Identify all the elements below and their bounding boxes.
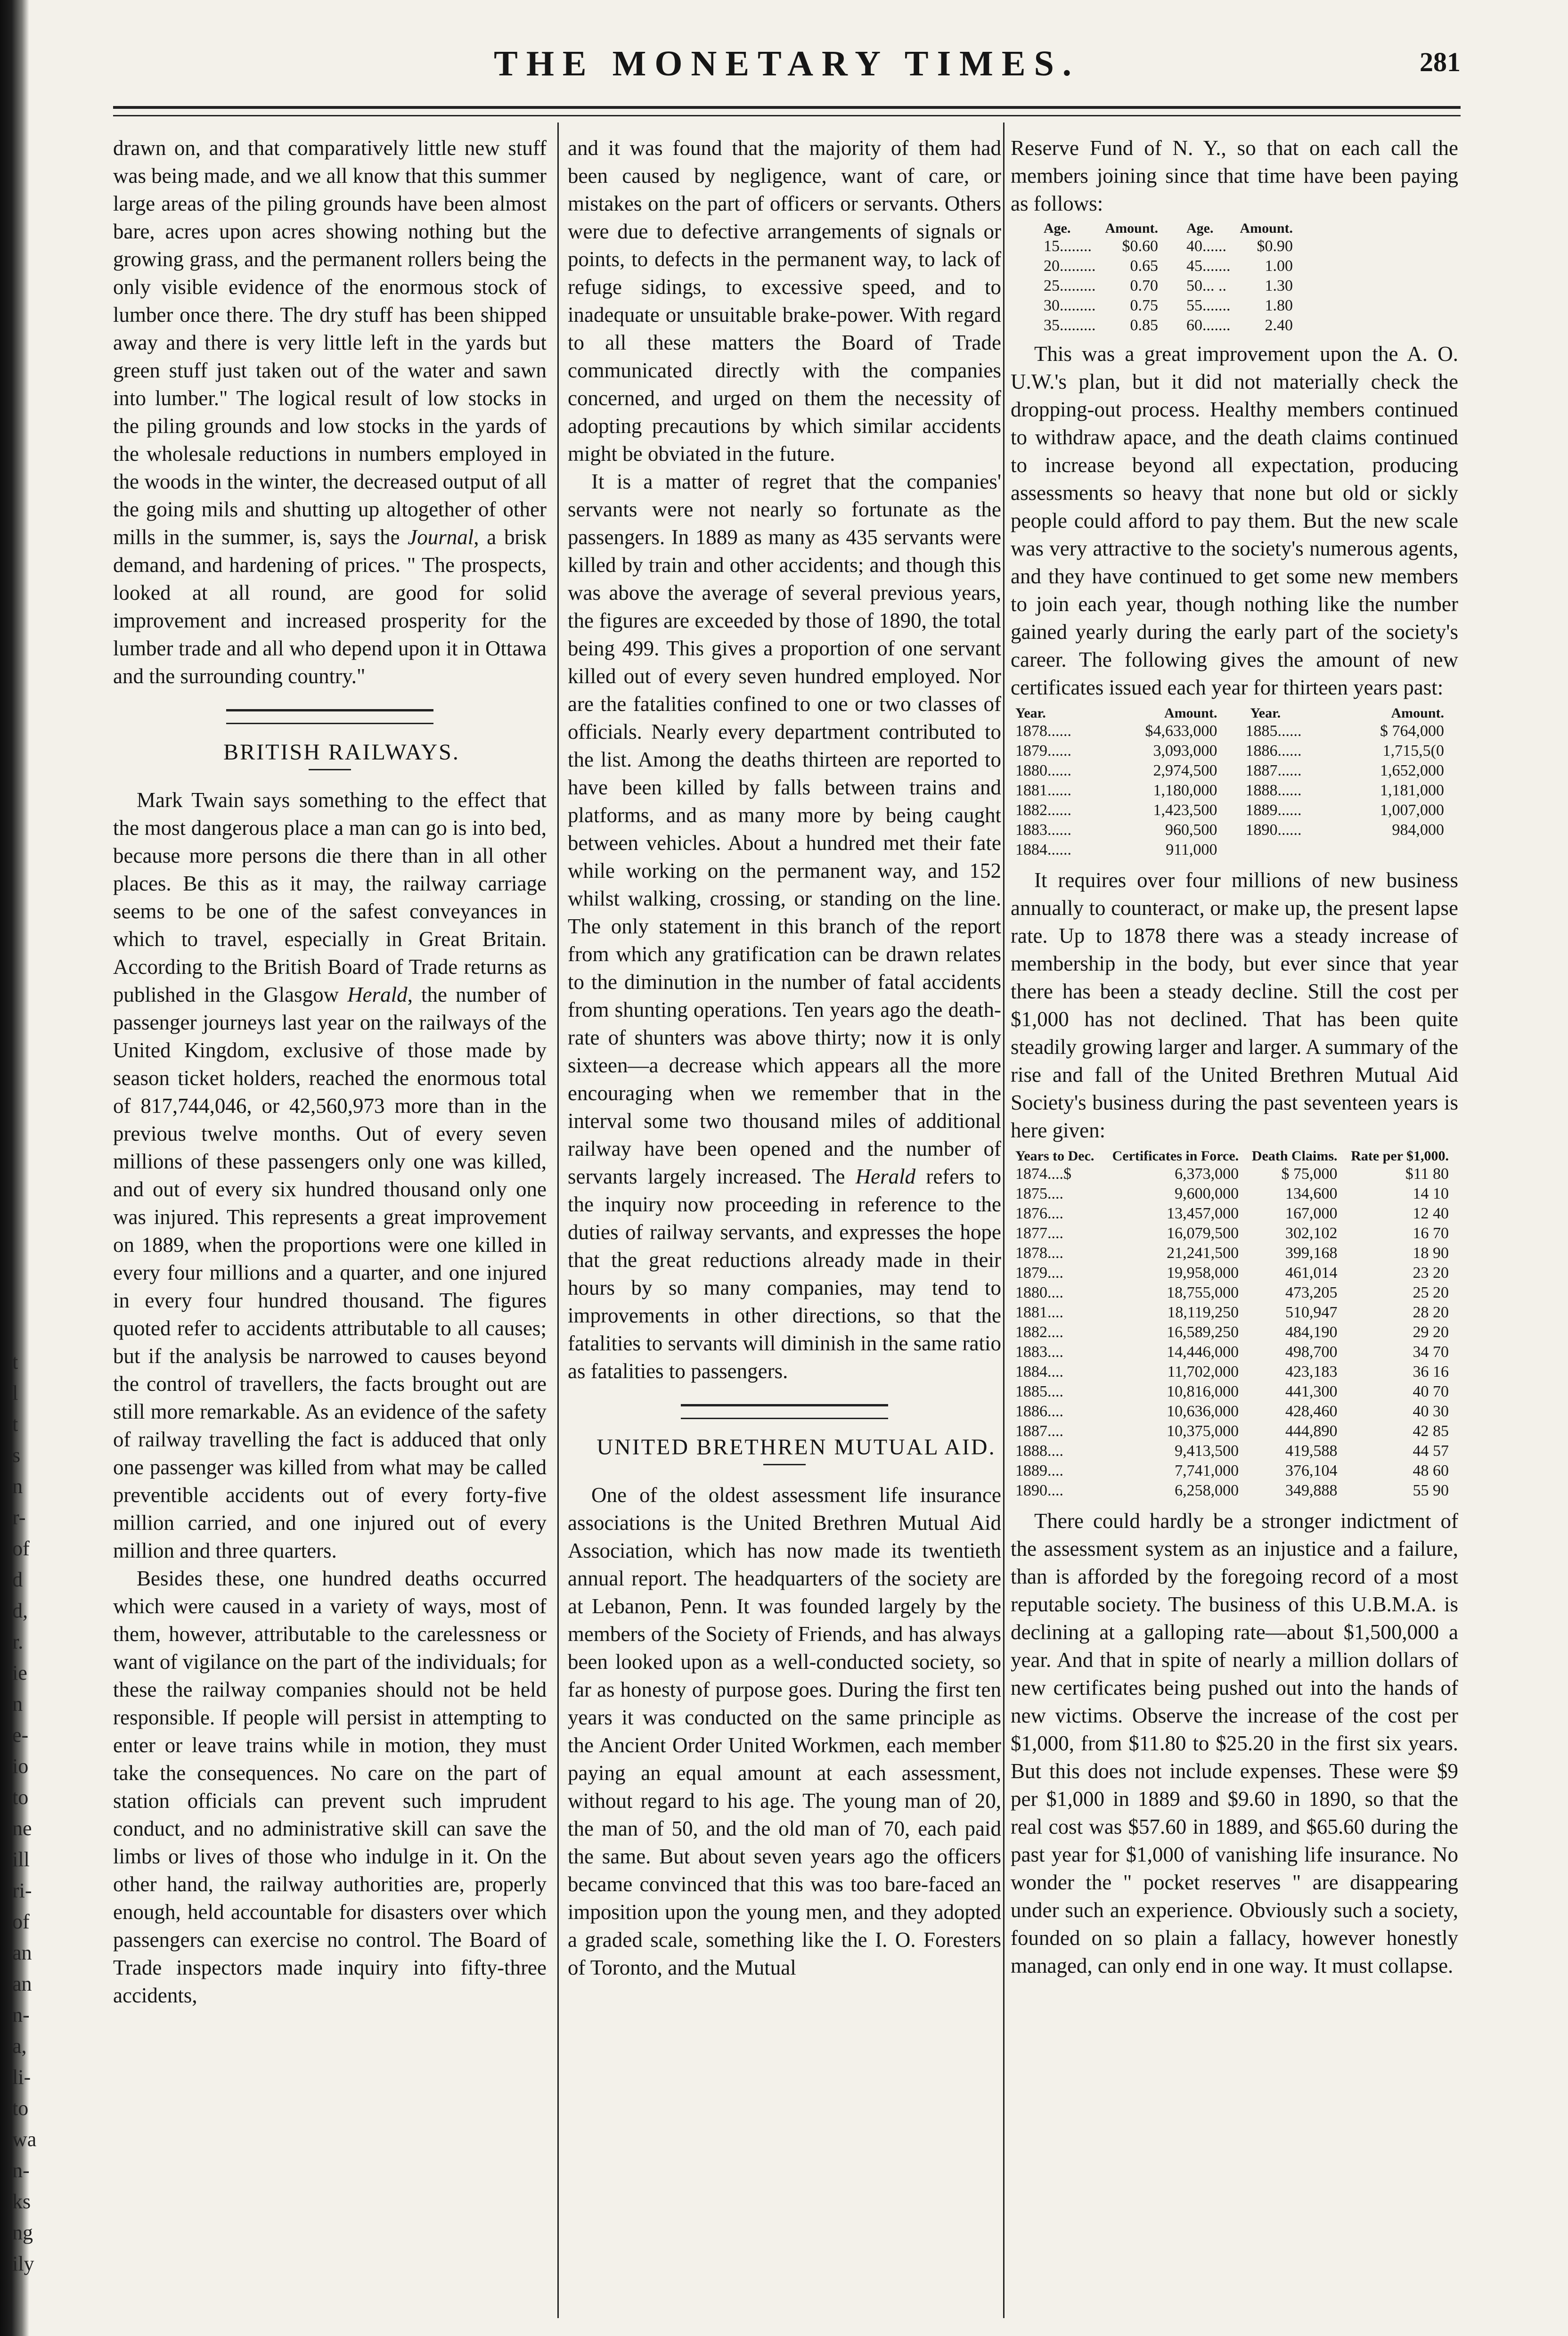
table-cell: 1880.... <box>1015 1284 1063 1301</box>
table-row <box>1011 1323 1454 1342</box>
table-cell: 1879...... <box>1015 742 1071 760</box>
edge-fragment: t <box>12 1350 18 1373</box>
table-cell: 1,652,000 <box>1380 762 1444 779</box>
table-cell: 1885...... <box>1245 722 1302 740</box>
table-cell: 0.75 <box>1130 297 1159 314</box>
table-cell: 11,702,000 <box>1167 1363 1239 1380</box>
table-cell: 167,000 <box>1285 1205 1338 1222</box>
edge-fragment: ks <box>12 2190 31 2213</box>
table-cell: 1882...... <box>1015 801 1071 819</box>
table-row <box>1039 296 1298 316</box>
table-header: Age. <box>1186 221 1214 236</box>
table-cell: 461,014 <box>1285 1264 1338 1282</box>
column-divider <box>1003 123 1004 2318</box>
table-cell: 18 90 <box>1413 1244 1449 1262</box>
table-cell: 1874....$ <box>1015 1165 1071 1183</box>
table-cell: 1878.... <box>1015 1244 1063 1262</box>
edge-fragment: of <box>12 1537 30 1560</box>
column-3 <box>1011 134 1458 2311</box>
table-row <box>1011 1481 1454 1501</box>
table-header: Year. <box>1015 705 1046 721</box>
table-cell: 1888...... <box>1245 782 1302 799</box>
section-separator <box>226 709 433 724</box>
table-cell: 444,890 <box>1285 1422 1338 1440</box>
edge-fragment: n- <box>12 2003 30 2026</box>
table-cell: 498,700 <box>1285 1343 1338 1361</box>
table-cell: 376,104 <box>1285 1462 1338 1479</box>
table-cell: 55 90 <box>1413 1482 1449 1499</box>
title-dash <box>309 769 351 770</box>
united-brethren-paragraph-5: There could hardly be a stronger indictment of the assessment system as an injustice and a failure, than is afforded by the foregoing record of a most reputable society. The business of this U.B.M.A. is declining at a galloping rate—about $1,500,000 a year. And that in spite of nearly a million dollars of new certificates being pushed out into the hands of new victims. Observe the increase of the cost per $1,000, from $11.80 to $25.20 in the first six years. But this does not include expenses. These were $9 per $1,000 in 1889 and $9.60 in 1890, so that the real cost was $57.60 in 1889, and $65.60 during the past year for $1,000 of vanishing life insurance. No wonder the " pocket reserves " are disappearing under such an experience. Obviously such a society, founded on so plain a fallacy, however honestly managed, can only end in one way. It must collapse. <box>1011 1509 1458 1977</box>
table-cell: 1,423,500 <box>1153 801 1217 819</box>
table-cell: 1882.... <box>1015 1323 1063 1341</box>
edge-fragment: ily <box>12 2252 34 2275</box>
table-cell: 0.85 <box>1130 317 1159 334</box>
table-cell: 2,974,500 <box>1153 762 1217 779</box>
table-cell: 1,007,000 <box>1380 801 1444 819</box>
table-cell: 1,180,000 <box>1153 782 1217 799</box>
table-cell: 302,102 <box>1285 1225 1338 1242</box>
table-cell: 1883...... <box>1015 821 1071 839</box>
table-cell: 349,888 <box>1285 1482 1338 1499</box>
table-cell: 1885.... <box>1015 1383 1063 1400</box>
edge-fragment: ng <box>12 2221 33 2244</box>
table-cell: $0.90 <box>1257 237 1293 255</box>
table-cell: 23 20 <box>1413 1264 1449 1282</box>
edge-fragment: r. <box>12 1630 24 1653</box>
table-cell: 40...... <box>1186 237 1227 255</box>
table-cell: 6,373,000 <box>1175 1165 1239 1183</box>
united-brethren-paragraph-2: Reserve Fund of N. Y., so that on each call the members joining since that time have been paying as follows: <box>1011 136 1458 215</box>
edge-fragment: ne <box>12 1817 32 1840</box>
edge-fragment: t <box>12 1413 18 1436</box>
table-cell: 1.00 <box>1265 257 1293 275</box>
table-header: Death Claims. <box>1251 1148 1338 1164</box>
table-row <box>1011 721 1449 741</box>
table-cell: 42 85 <box>1413 1422 1449 1440</box>
edge-fragment: of <box>12 1910 30 1933</box>
table-cell: 40 70 <box>1413 1383 1449 1400</box>
table-header: Year. <box>1250 705 1281 721</box>
table-cell: 40 30 <box>1413 1403 1449 1420</box>
title-dash <box>763 1464 806 1465</box>
table-cell: 34 70 <box>1413 1343 1449 1361</box>
edge-fragment: n- <box>12 2159 30 2182</box>
table-row <box>1011 800 1449 820</box>
table-cell: 10,816,000 <box>1167 1383 1239 1400</box>
table-cell: 134,600 <box>1285 1185 1338 1202</box>
table-cell: 28 20 <box>1413 1304 1449 1321</box>
table-cell <box>1222 840 1343 860</box>
table-row <box>1011 1402 1454 1421</box>
table-cell: 3,093,000 <box>1153 742 1217 760</box>
table-cell: 15........ <box>1044 237 1092 255</box>
header-rule-thin <box>113 115 1461 116</box>
table-row <box>1011 1441 1454 1461</box>
table-cell: 19,958,000 <box>1167 1264 1239 1282</box>
table-cell: 18,755,000 <box>1167 1284 1239 1301</box>
table-header: Age. <box>1044 221 1071 236</box>
edge-fragment: an <box>12 1972 32 1995</box>
business-summary-table <box>1011 1148 1454 1501</box>
edge-fragment: to <box>12 1786 29 1809</box>
table-row <box>1039 256 1298 276</box>
table-row <box>1011 1283 1454 1303</box>
edge-fragment: r- <box>12 1506 26 1529</box>
table-cell: 14,446,000 <box>1167 1343 1239 1361</box>
column-1 <box>113 134 547 2311</box>
table-cell: 45....... <box>1186 257 1231 275</box>
table-row <box>1011 1204 1454 1224</box>
united-brethren-paragraph-3: This was a great improvement upon the A. O. U.W.'s plan, but it did not materially check the dropping-out process. Healthy members continued to withdraw apace, and the death claims continued to increase beyond all expectation, producing assessments so heavy that none but old or sickly people could afford to pay them. But the new scale was very attractive to the society's numerous agents, and they have continued to get some new members to join each year, though nothing like the number gained yearly during the early part of the society's career. The following gives the amount of new certificates issued each year for thirteen years past: <box>1011 342 1458 699</box>
table-cell: 1888.... <box>1015 1442 1063 1460</box>
edge-fragment: an <box>12 1941 32 1964</box>
table-header-row <box>1011 705 1449 721</box>
table-cell: 12 40 <box>1413 1205 1449 1222</box>
table-cell: 1878...... <box>1015 722 1071 740</box>
table-cell: 960,500 <box>1165 821 1217 839</box>
table-cell: 1887...... <box>1245 762 1302 779</box>
table-cell: 1889.... <box>1015 1462 1063 1479</box>
table-cell: 1881.... <box>1015 1304 1063 1321</box>
new-certificates-table <box>1011 705 1449 860</box>
table-row <box>1011 1362 1454 1382</box>
table-header-row <box>1039 221 1298 237</box>
table-header: Amount. <box>1391 705 1444 721</box>
table-cell: 16 70 <box>1413 1225 1449 1242</box>
edge-fragment: a, <box>12 2034 27 2058</box>
railways-paragraph-2: Besides these, one hundred deaths occurred which were caused in a variety of ways, most of them, however, attributable to the carelessness or want of vigilance on the part of the individuals; for these the railway companies should not be held responsible. If people will persist in attempting to enter or leave trains while in motion, they must take the consequences. No care on the part of station officials can prevent such imprudent conduct, and no administrative skill can save the limbs or lives of those who indulge in it. On the other hand, the railway authorities are, properly enough, held accountable for disasters over which passengers can exercise no control. The Board of Trade inspectors made inquiry into fifty-three accidents, <box>113 1567 547 2007</box>
edge-fragment: li- <box>12 2066 31 2089</box>
table-cell: 1883.... <box>1015 1343 1063 1361</box>
table-row <box>1011 820 1449 840</box>
table-cell: 25 20 <box>1413 1284 1449 1301</box>
table-cell: 1886...... <box>1245 742 1302 760</box>
journal-word: Journal <box>408 525 474 549</box>
table-cell: 0.65 <box>1130 257 1159 275</box>
table-header: Rate per $1,000. <box>1351 1148 1449 1164</box>
edge-fragment: to <box>12 2097 29 2120</box>
column-2 <box>568 134 1001 2311</box>
table-cell: 60....... <box>1186 317 1231 334</box>
table-cell: 419,588 <box>1285 1442 1338 1460</box>
table-cell: 18,119,250 <box>1167 1304 1239 1321</box>
table-header: Amount. <box>1240 221 1293 236</box>
table-cell: 10,375,000 <box>1167 1422 1239 1440</box>
table-cell: 1.80 <box>1265 297 1293 314</box>
table-cell: 473,205 <box>1285 1284 1338 1301</box>
table-row <box>1011 1164 1454 1184</box>
railways-paragraph-1: Mark Twain says something to the effect that the most dangerous place a man can go is into bed, because more persons die there than in all other places. Be this as it may, the railway carriage seems to be one of the safest conveyances in which to travel, especially in Great Britain. According to the British Board of Trade returns as published in the Glasgow Herald, the number of passenger journeys last year on the railways of the United Kingdom, exclusive of those made by season ticket holders, reached the enormous total of 817,744,046, or 42,560,973 more than in the previous twelve months. Out of every seven millions of these passengers only one was killed, and out of every six hundred thousand only one was injured. This represents a great improvement on 1889, when the proportions were one killed in every four millions and a quarter, and one injured in every four hundred thousand. The figures quoted refer to accidents attributable to all causes; but if the analysis be narrowed to causes beyond the control of travellers, the facts brought out are still more remarkable. As an evidence of the safety of railway travelling the fact is adduced that only one passenger was killed from what may be called preventible accidents out of every forty-five million carried, and one injured out of every million and three quarters. <box>113 788 547 1562</box>
table-cell: 1881...... <box>1015 782 1071 799</box>
edge-fragment: l <box>12 1381 18 1405</box>
table-cell: 30......... <box>1044 297 1096 314</box>
column-divider <box>557 123 559 2318</box>
table-row <box>1039 237 1298 256</box>
herald-word: Herald <box>855 1165 916 1188</box>
table-cell: 1879.... <box>1015 1264 1063 1282</box>
table-cell: 13,457,000 <box>1167 1205 1239 1222</box>
table-cell: 1.30 <box>1265 277 1293 294</box>
table-cell: 441,300 <box>1285 1383 1338 1400</box>
table-cell: 1875.... <box>1015 1185 1063 1202</box>
edge-fragment: io <box>12 1755 29 1778</box>
section-title-united-brethren: UNITED BRETHREN MUTUAL AID. <box>596 1435 996 1460</box>
table-cell: 21,241,500 <box>1167 1244 1239 1262</box>
table-cell: 399,168 <box>1285 1244 1338 1262</box>
table-cell: 484,190 <box>1285 1323 1338 1341</box>
table-cell: 1884...... <box>1015 841 1071 858</box>
table-cell: 423,183 <box>1285 1363 1338 1380</box>
table-row <box>1011 1382 1454 1402</box>
table-cell: 36 16 <box>1413 1363 1449 1380</box>
table-cell: 16,589,250 <box>1167 1323 1239 1341</box>
table-cell: 48 60 <box>1413 1462 1449 1479</box>
table-cell: 44 57 <box>1413 1442 1449 1460</box>
table-cell: 1887.... <box>1015 1422 1063 1440</box>
table-row <box>1011 1421 1454 1441</box>
table-cell: 1877.... <box>1015 1225 1063 1242</box>
table-cell: 510,947 <box>1285 1304 1338 1321</box>
table-row <box>1011 1224 1454 1243</box>
table-cell: 20......... <box>1044 257 1096 275</box>
table-cell: 428,460 <box>1285 1403 1338 1420</box>
edge-fragment: wa <box>12 2128 37 2151</box>
table-cell: 10,636,000 <box>1167 1403 1239 1420</box>
table-cell: 2.40 <box>1265 317 1293 334</box>
lumber-paragraph: drawn on, and that comparatively little new stuff was being made, and we all know that this summer large areas of the piling grounds have been almost bare, acres upon acres showing nothing but the growing grass, and the permanent rollers being the only visible evidence of the enormous stock of lumber once there. The dry stuff has been shipped away and there is very little left in the yards but green stuff just taken out of the water and sawn into lumber." The logical result of low stocks in the piling grounds and low stocks in the yards of the wholesale reductions in numbers employed in the woods in the winter, the decreased output of all the going mils and shutting up altogether of other mills in the summer, is, says the Journal, a brisk demand, and hardening of prices. " The prospects, looked at all round, are good for solid improvement and increased prosperity for the lumber trade and all who depend upon it in Ottawa and the surrounding country." <box>113 136 547 688</box>
table-row <box>1011 840 1449 860</box>
edge-fragment: d, <box>12 1599 28 1622</box>
edge-fragment: n <box>12 1692 23 1715</box>
table-cell: 55....... <box>1186 297 1231 314</box>
table-row <box>1011 761 1449 781</box>
table-cell: 35......... <box>1044 317 1096 334</box>
table-cell: 1884.... <box>1015 1363 1063 1380</box>
railways-paragraph-3: and it was found that the majority of them had been caused by negligence, want of care, or mistakes on the part of officers or servants. Others were due to defective arrangements of signals or points, to defects in the permanent way, to lack of refuge sidings, to excessive speed, and to inadequate or unsuitable brake-power. With regard to all these matters the Board of Trade communicated directly with the companies concerned, and urged on them the necessity of adopting precautions by which similar accidents might be obviated in the future. <box>568 136 1001 466</box>
table-header: Amount. <box>1164 705 1217 721</box>
united-brethren-paragraph-1: One of the oldest assessment life insurance associations is the United Brethren Mutual Aid Association, which has now made its twentieth annual report. The headquarters of the society are at Lebanon, Penn. It was founded largely by the members of the Society of Friends, and has always been looked upon as a well-conducted society, so far as honesty of purpose goes. During the first ten years it was conducted on the same principle as the Ancient Order United Workmen, each member paying an equal amount at each assessment, without regard to his age. The young man of 20, the man of 50, and the old man of 70, each paid the same. But about seven years ago the officers became convinced that this was too bare-faced an imposition upon the young men, and they adopted a graded scale, something like the I. O. Foresters of Toronto, and the Mutual <box>568 1483 1001 1979</box>
table-cell: 1876.... <box>1015 1205 1063 1222</box>
edge-fragment: s <box>12 1444 21 1467</box>
table-header: Amount. <box>1105 221 1159 236</box>
table-header: Certificates in Force. <box>1112 1148 1239 1164</box>
table-row <box>1011 1263 1454 1283</box>
age-assessment-table <box>1039 221 1298 335</box>
table-cell: 1,181,000 <box>1380 782 1444 799</box>
table-row <box>1011 781 1449 800</box>
table-row <box>1011 1461 1454 1481</box>
table-cell: 0.70 <box>1130 277 1159 294</box>
edge-fragment: e- <box>12 1723 29 1747</box>
table-row <box>1011 1243 1454 1263</box>
table-cell: 25......... <box>1044 277 1096 294</box>
herald-word: Herald <box>347 983 408 1006</box>
table-cell: 1,715,5(0 <box>1382 742 1444 760</box>
table-cell: 984,000 <box>1392 821 1444 839</box>
table-cell: 9,600,000 <box>1175 1185 1239 1202</box>
table-cell: 14 10 <box>1413 1185 1449 1202</box>
table-row <box>1039 276 1298 296</box>
page-number: 281 <box>1420 47 1461 77</box>
table-row <box>1011 1342 1454 1362</box>
section-separator <box>681 1404 888 1419</box>
table-cell: 911,000 <box>1166 841 1217 858</box>
table-row <box>1011 741 1449 761</box>
section-title-british-railways: BRITISH RAILWAYS. <box>223 740 460 765</box>
table-cell: 50... .. <box>1186 277 1227 294</box>
table-cell: 1890.... <box>1015 1482 1063 1499</box>
masthead <box>113 43 1461 95</box>
table-row <box>1039 316 1298 335</box>
edge-fragment: d <box>12 1568 23 1591</box>
table-header: Years to Dec. <box>1015 1148 1094 1164</box>
united-brethren-paragraph-4: It requires over four millions of new business annually to counteract, or make up, the present lapse rate. Up to 1878 there was a steady increase of membership in the body, but ever since that year there has been a steady decline. Still the cost per $1,000 has not declined. That has been quite steadily growing larger and larger. A summary of the rise and fall of the United Brethren Mutual Aid Society's business during the past seventeen years is here given: <box>1011 868 1458 1142</box>
edge-fragment: ie <box>12 1661 27 1684</box>
table-cell: $4,633,000 <box>1145 722 1217 740</box>
table-cell: $0.60 <box>1122 237 1159 255</box>
edge-fragment: n <box>12 1475 23 1498</box>
table-row <box>1011 1303 1454 1323</box>
table-cell: 1880...... <box>1015 762 1071 779</box>
railways-paragraph-4: It is a matter of regret that the companies' servants were not nearly so fortunate as the passengers. In 1889 as many as 435 servants were killed by train and other accidents; and though this was above the average of several previous years, the figures are exceeded by those of 1890, the total being 499. This gives a proportion of one servant killed out of every seven hundred employed. Nor are the fatalities confined to one or two classes of officials. Nearly every department contributed to the list. Among the deaths thirteen are reported to have been killed by falls between trains and platforms, and as many more by being caught between vehicles. About a hundred met their fate while working on the permanent way, and 152 whilst walking, crossing, or standing on the line. The only statement in this branch of the report from which any gratification can be drawn relates to the diminution in the number of fatal accidents from shunting operations. Ten years ago the death-rate of shunters was above thirty; now it is only sixteen—a decrease which appears all the more encouraging when we remember that in the interval some two thousand miles of additional railway have been opened and the number of servants largely increased. The Herald refers to the inquiry now proceeding in reference to the duties of railway servants, and expresses the hope that the great reductions already made in their hours by so many companies, may tend to improvements in other directions, so that the fatalities to servants will diminish in the same ratio as fatalities to passengers. <box>568 470 1001 1383</box>
publication-title: THE MONETARY TIMES. <box>494 44 1080 83</box>
edge-fragment: ill <box>12 1848 30 1871</box>
table-cell: $ 764,000 <box>1380 722 1444 740</box>
table-cell: 9,413,500 <box>1175 1442 1239 1460</box>
table-cell: 1886.... <box>1015 1403 1063 1420</box>
header-rule <box>113 106 1461 109</box>
table-cell: 6,258,000 <box>1175 1482 1239 1499</box>
table-cell: 1890...... <box>1245 821 1302 839</box>
edge-fragment: ri- <box>12 1879 32 1902</box>
table-cell: $ 75,000 <box>1281 1165 1338 1183</box>
table-header-row <box>1011 1148 1454 1164</box>
table-cell: 29 20 <box>1413 1323 1449 1341</box>
table-cell: $11 80 <box>1405 1165 1449 1183</box>
table-cell <box>1343 840 1449 860</box>
table-cell: 16,079,500 <box>1167 1225 1239 1242</box>
table-cell: 7,741,000 <box>1175 1462 1239 1479</box>
table-cell: 1889...... <box>1245 801 1302 819</box>
table-row <box>1011 1184 1454 1204</box>
